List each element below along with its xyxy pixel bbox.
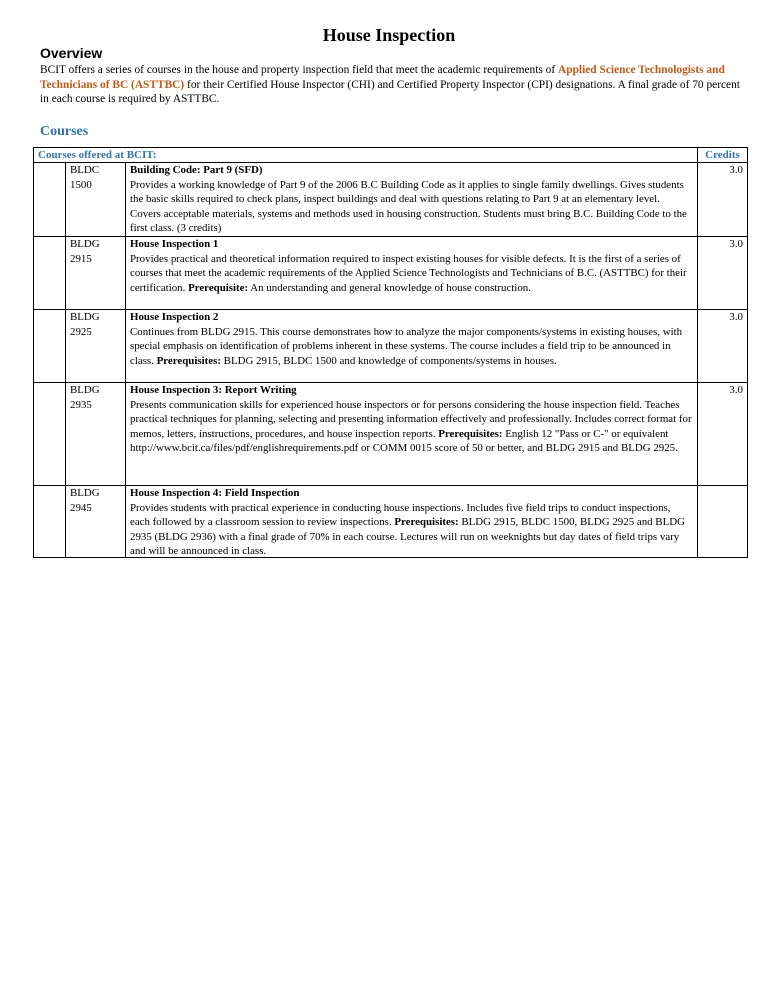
course-details xyxy=(126,310,698,383)
course-details-inner xyxy=(130,486,693,557)
course-name: House Inspection 3: Report Writing xyxy=(130,384,297,396)
course-details xyxy=(126,383,698,486)
course-description xyxy=(130,398,693,456)
course-details xyxy=(126,163,698,237)
asttbc-link[interactable]: Applied Science Technologists and Technicians of BC (ASTTBC) xyxy=(40,64,725,91)
overview-text-after: for their Certified House Inspector (CHI) and Certified Property Inspector (CPI) designations. A final grade of 70 percent in each course is required by ASTTBC. xyxy=(40,78,740,105)
course-credits xyxy=(698,486,748,558)
prerequisite-label: Prerequisite: xyxy=(188,281,249,294)
course-credits: 3.0 xyxy=(698,310,748,383)
description-text: Provides practical and theoretical information required to inspect existing houses for visible defects. It is the first of a series of courses that meet the academic requirements of the Applied Science Technologists and Technicians of B.C. (ASTTBC) for their certification. xyxy=(130,252,687,294)
credits-header: Credits xyxy=(698,148,748,163)
course-code: BLDG 2935 xyxy=(66,383,126,486)
course-name: Building Code: Part 9 (SFD) xyxy=(130,164,263,176)
table-header-row xyxy=(34,148,748,163)
prerequisite-label: Prerequisites: xyxy=(438,427,503,440)
course-name: House Inspection 1 xyxy=(130,238,219,250)
description-text: Continues from BLDG 2915. This course demonstrates how to analyze the major components/systems in existing houses, with special emphasis on identification of problems inherent in these systems. The course includes a field trip to be announced in class. xyxy=(130,325,683,367)
course-credits: 3.0 xyxy=(698,163,748,237)
course-details xyxy=(126,237,698,310)
prerequisite-label: Prerequisites: xyxy=(156,354,221,367)
course-details-inner xyxy=(130,383,693,485)
row-spacer-cell xyxy=(34,237,66,310)
overview-paragraph xyxy=(40,63,740,107)
course-description xyxy=(130,178,693,236)
course-details-inner xyxy=(130,310,693,382)
table-row xyxy=(34,237,748,310)
course-description xyxy=(130,252,693,296)
course-credits: 3.0 xyxy=(698,383,748,486)
course-description xyxy=(130,325,693,369)
prerequisite-label: Prerequisites: xyxy=(394,516,459,528)
courses-heading: Courses xyxy=(40,124,89,139)
course-code: BLDG 2945 xyxy=(66,486,126,558)
prerequisite-text: BLDG 2915, BLDC 1500, BLDG 2925 and BLDG 2935 (BLDG 2936) with a final grade of 70% in each course. Lectures will run on weeknights but day dates of field trips vary and will be announced in class. xyxy=(130,516,685,557)
course-name: House Inspection 4: Field Inspection xyxy=(130,487,300,499)
description-text: Provides students with practical experience in conducting house inspections. Includes five field trips to conduct inspections, each followed by a classroom session to review inspections. xyxy=(130,501,671,528)
table-row xyxy=(34,163,748,237)
overview-text-before: BCIT offers a series of courses in the house and property inspection field that meet the academic requirements of xyxy=(40,64,559,76)
prerequisite-text: BLDG 2915, BLDC 1500 and knowledge of components/systems in houses. xyxy=(220,354,557,367)
course-code: BLDC 1500 xyxy=(66,163,126,237)
course-code: BLDG 2915 xyxy=(66,237,126,310)
prerequisite-text: English 12 "Pass or C-" or equivalent http://www.bcit.ca/files/pdf/englishrequirements.pdf or COMM 0015 score of 50 or better, and BLDG 2915 and BLDG 2925. xyxy=(130,427,678,454)
course-description xyxy=(130,501,693,558)
description-text: Presents communication skills for experienced house inspectors or for persons considering the house inspection field. Teaches practical techniques for planning, selecting and presenting information effectively and professionally. Includes correct format for memos, letters, instructions, procedures, and house inspection reports. xyxy=(130,398,692,440)
course-details-inner xyxy=(130,237,693,309)
prerequisite-text: An understanding and general knowledge of house construction. xyxy=(248,281,531,294)
course-details xyxy=(126,486,698,558)
course-details-inner xyxy=(130,163,693,236)
row-spacer-cell xyxy=(34,486,66,558)
courses-table xyxy=(33,147,748,558)
page-title: House Inspection xyxy=(322,25,456,45)
table-row xyxy=(34,383,748,486)
course-code: BLDG 2925 xyxy=(66,310,126,383)
course-name: House Inspection 2 xyxy=(130,311,219,323)
courses-offered-header: Courses offered at BCIT: xyxy=(34,148,698,163)
course-credits: 3.0 xyxy=(698,237,748,310)
row-spacer-cell xyxy=(34,163,66,237)
description-text: Provides a working knowledge of Part 9 of the 2006 B.C Building Code as it applies to single family dwellings. Gives students the basic skills required to check plans, inspect buildings and deal with questions relating to Part 9 at an elementary level. Covers acceptable materials, systems and methods used in housing construction. Students must bring B.C. Building Code to the first class. (3 credits) xyxy=(130,178,687,234)
row-spacer-cell xyxy=(34,383,66,486)
row-spacer-cell xyxy=(34,310,66,383)
overview-heading: Overview xyxy=(40,45,103,61)
table-row xyxy=(34,486,748,558)
table-row xyxy=(34,310,748,383)
